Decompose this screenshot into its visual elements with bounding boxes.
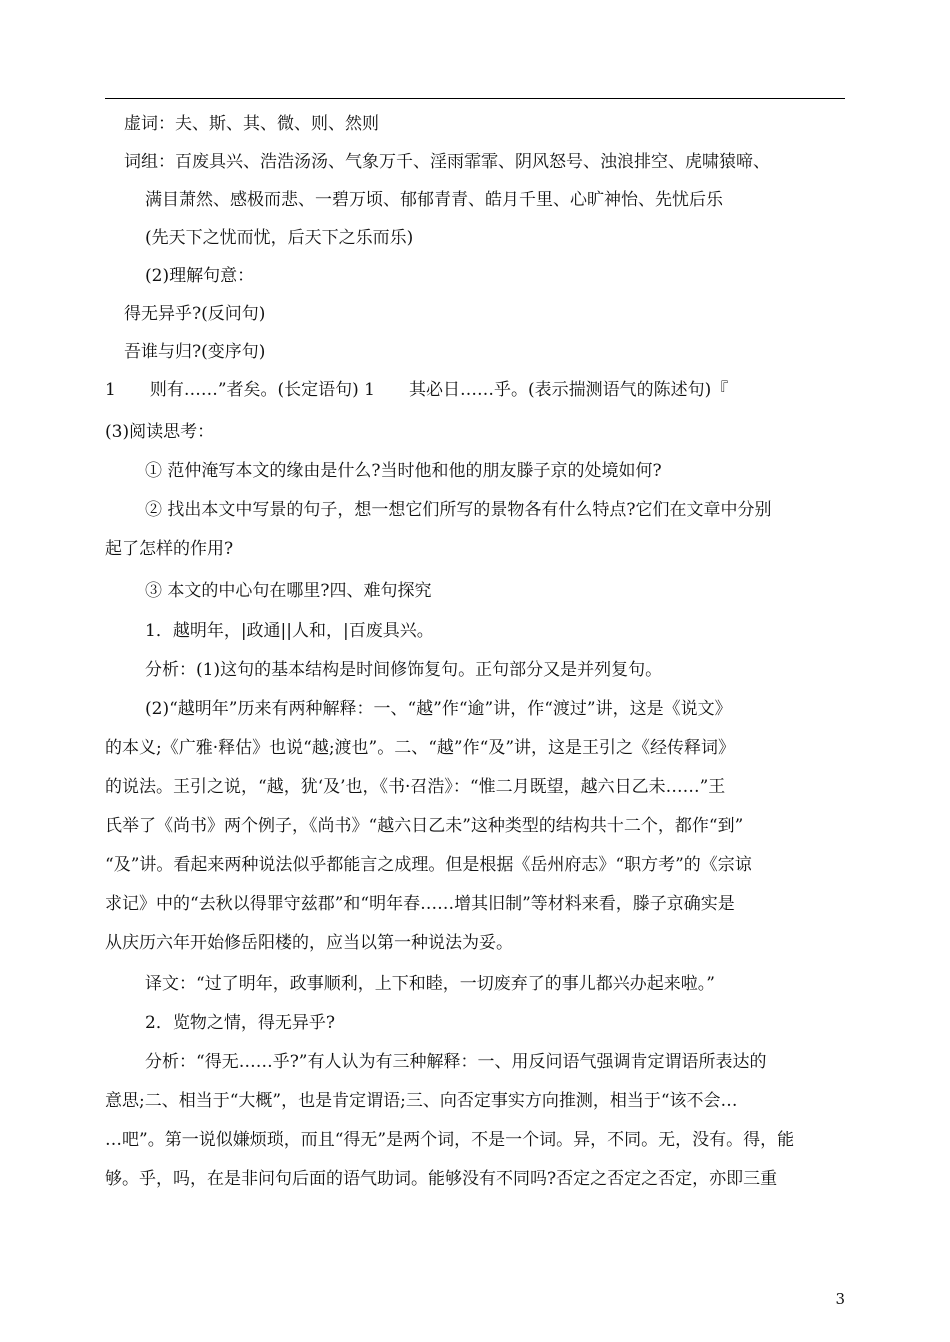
text-line-analysis-2: (2)“越明年”历来有两种解释：一、“越”作“逾”讲，作“渡过”讲，这是《说文》 bbox=[145, 699, 732, 719]
text-line-analysis-4: 的说法。王引之说，“越，犹‘及’也，《书·召浩》：“惟二月既望，越六日乙未……”王 bbox=[105, 777, 726, 797]
header-rule bbox=[105, 98, 845, 99]
text-line-analysis-12: 够。乎，吗，在是非问句后面的语气助词。能够没有不同吗?否定之否定之否定，亦即三重 bbox=[105, 1169, 778, 1189]
text-line-xianyou: (先天下之忧而忧，后天下之乐而乐) bbox=[145, 228, 414, 248]
text-line-analysis-3: 的本义;《广雅·释估》也说“越;渡也”。二、“越”作“及”讲，这是王引之《经传释词》 bbox=[105, 738, 736, 758]
text-line-item-2: 2．览物之情，得无异乎? bbox=[145, 1013, 335, 1033]
text-line-sentence-types: 1 则有……”者矣。(长定语句) 1 其必日……乎。(表示揣测语气的陈述句)『 bbox=[105, 380, 729, 400]
text-line-question-1: ① 范仲淹写本文的缘由是什么?当时他和他的朋友滕子京的处境如何? bbox=[145, 461, 662, 481]
page-number: 3 bbox=[835, 1290, 845, 1308]
text-line-cizu-cont: 满目萧然、感极而悲、一碧万顷、郁郁青青、皓月千里、心旷神怡、先忧后乐 bbox=[145, 190, 723, 210]
text-line-analysis-10: 意思;二、相当于“大概”，也是肯定谓语;三、向否定事实方向推测，相当于“该不会… bbox=[105, 1091, 738, 1111]
text-line-analysis-8: 从庆历六年开始修岳阳楼的，应当以第一种说法为妥。 bbox=[105, 933, 513, 953]
text-line-analysis-5: 氏举了《尚书》两个例子，《尚书》“越六日乙未”这种类型的结构共十二个，都作“到” bbox=[105, 816, 744, 836]
text-line-question-2: ② 找出本文中写景的句子，想一想它们所写的景物各有什么特点?它们在文章中分别 bbox=[145, 500, 772, 520]
text-line-dewu: 得无异乎?(反问句) bbox=[124, 304, 266, 324]
text-line-analysis-6: “及”讲。看起来两种说法似乎都能言之成理。但是根据《岳州府志》“职方考”的《宗谅 bbox=[105, 855, 752, 875]
text-line-question-2-cont: 起了怎样的作用? bbox=[105, 539, 234, 559]
text-line-cizu: 词组：百废具兴、浩浩汤汤、气象万千、淫雨霏霏、阴风怒号、浊浪排空、虎啸猿啼、 bbox=[124, 152, 770, 172]
text-line-translation-1: 译文：“过了明年，政事顺利，上下和睦，一切废弃了的事儿都兴办起来啦。” bbox=[145, 974, 715, 994]
text-line-yuedu-sikao: (3)阅读思考： bbox=[105, 422, 215, 442]
text-line-item-1: 1．越明年，|政通||人和，|百废具兴。 bbox=[145, 621, 434, 641]
text-line-xuci: 虚词：夫、斯、其、微、则、然则 bbox=[124, 114, 379, 134]
text-line-analysis-7: 求记》中的“去秋以得罪守兹郡”和“明年春……增其旧制”等材料来看，滕子京确实是 bbox=[105, 894, 735, 914]
text-line-wushui: 吾谁与归?(变序句) bbox=[124, 342, 266, 362]
text-line-lijie-juyi: (2)理解句意： bbox=[145, 266, 255, 286]
text-line-question-3: ③ 本文的中心句在哪里?四、难句探究 bbox=[145, 581, 432, 601]
text-line-analysis-1: 分析：(1)这句的基本结构是时间修饰复句。正句部分又是并列复句。 bbox=[145, 660, 663, 680]
text-line-analysis-9: 分析：“得无……乎?”有人认为有三种解释：一、用反问语气强调肯定谓语所表达的 bbox=[145, 1052, 767, 1072]
text-line-analysis-11: …吧”。第一说似嫌烦琐，而且“得无”是两个词，不是一个词。异，不同。无，没有。得，能 bbox=[105, 1130, 795, 1150]
